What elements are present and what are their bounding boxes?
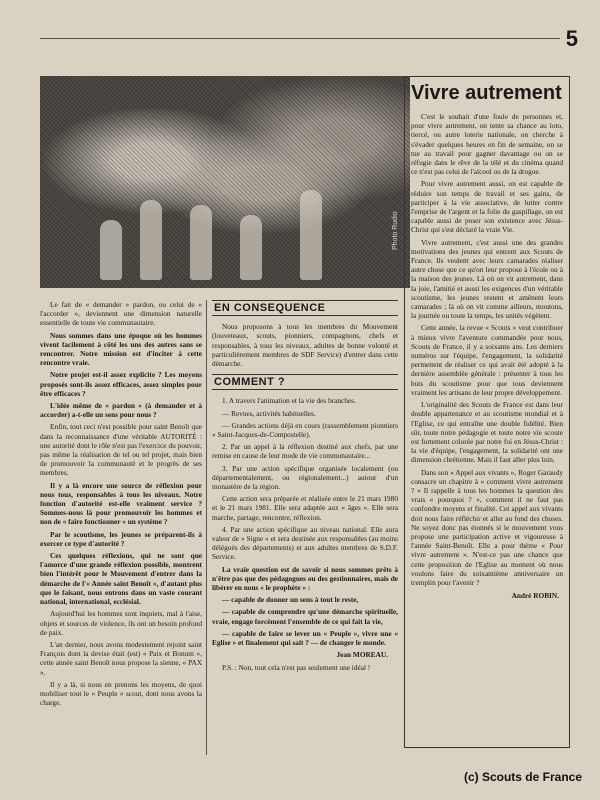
paragraph: Notre projet est-il assez explicite ? Les moyens proposés sont-ils assez efficaces, assez simples pour être efficaces ? xyxy=(40,370,202,398)
paragraph: — Grandes actions déjà en cours (rassemblement pionniers « Saint-Jacques-de-Compostelle). xyxy=(212,420,398,440)
paragraph: Vivre autrement, c'est aussi une des grandes motivations des jeunes qui entrent aux Scouts de France. Ils veulent avec leurs camarades réaliser autre chose que ce qu'on leur propose à l'école ou à la maison des jeunes. Là où on vit autrement, dans la joie, l'amitié et aussi les exigences d'un véritable scoutisme, les jeunes restent et amènent leurs camarades ; là où on vit comme ailleurs, moutons, la journée ou toute la temps, les unités végètent. xyxy=(411,237,563,321)
paragraph: — capable de faire se lever un « Peuple », vivre une « Eglise » et finalement qui sait ? — de changer le monde. xyxy=(212,628,398,648)
comment-heading: COMMENT ? xyxy=(212,374,398,390)
paragraph: L'an dernier, nous avons modestement rejoint saint François dont la devise était (est) « Paix et Bonum », cette année saint Benoît nous propose la sienne, « PAX ». xyxy=(40,639,202,677)
paragraph: La vraie question est de savoir si nous sommes prêts à n'être pas que des pédagogues ou des gestionnaires, mais de libérer en nous « le prophète » : xyxy=(212,564,398,593)
left-column xyxy=(40,300,202,710)
paragraph: 3. Par une action spécifique organisée localement (ou départementalement, ou régionalement...) autour d'un monastère de la région. xyxy=(212,463,398,492)
page-number: 5 xyxy=(565,26,578,51)
middle-column xyxy=(212,300,398,672)
paragraph: Aujourd'hui les hommes sont inquiets, mal à l'aise, objets et sources de violence, ils ont un besoin profond de paix. xyxy=(40,609,202,637)
paragraph: C'est le souhait d'une foule de personnes et, pour vivre autrement, on tente sa chance au loto, tiercé, ou autre loterie nationale, on cherche à s'évader quelques heures en fin de semaine, on se tue au travail pour gagner davantage ou on se réfugie dans le rêve de la télé et du cinéma quand ce n'est pas celui de l'alcool ou de la drogue. xyxy=(411,112,563,177)
signature-robin: André ROBIN. xyxy=(511,591,559,601)
paragraph: 4. Par une action spécifique au niveau national. Elle aura valeur de « Signe » et sera destinée aux responsables (au moins délégués des départements) et aux adultes membres de S.D.F. Service. xyxy=(212,524,398,562)
consequence-body xyxy=(212,322,398,368)
photo-figure xyxy=(190,205,212,280)
paragraph: Ces quelques réflexions, qui ne sont que l'amorce d'une grande réflexion possible, montrent bien l'intérêt pour le Mouvement d'entrer dans la démarche de l'« Année saint Benoît », d'autant plus que le faisant, nous entrons dans un vaste courant national, international, ecclésial. xyxy=(40,551,202,607)
top-rule xyxy=(40,38,560,39)
postscript: P.S. : Non, tout cela n'est pas seulement une idéal ! xyxy=(222,662,371,672)
photo-figure xyxy=(300,190,322,280)
photo-figure xyxy=(100,220,122,280)
signature-moreau: Jean MOREAU. xyxy=(336,650,388,660)
paragraph: Cette action sera préparée et réalisée entre le 21 mars 1980 et le 21 mars 1981. Elle sera adaptée aux « âges ». Elle sera marche, partage, rencontre, réflexion. xyxy=(212,494,398,522)
paragraph: Dans son « Appel aux vivants », Roger Garaudy consacre un chapitre à « comment vivre autrement ? » Il rappelle à tous les hommes la question des vrais « pourquoi ? », comment il ne faut pas confondre moyens et finalité. Cet appel aux vivants doit nous faire réfléchir et aller au fond des choses. Ne soyez donc pas étonnés si le mouvement vous propose une participation active et vigoureuse à l'année Saint-Benoît. Elle a pour thème « Pour vivre autrement ». N'est-ce pas une chance que cette proposition de l'Eglise au moment où nous voulons faire du soixantième anniversaire un tremplin pour l'avenir ? xyxy=(411,467,563,587)
paragraph: 2. Par un appel à la réflexion destiné aux chefs, par une remise en cause de leur mode de vie communautaire... xyxy=(212,442,398,461)
paragraph: — capable de comprendre qu'une démarche spirituelle, vraie, engage forcément l'ensemble de ce qui fait la vie, xyxy=(212,607,398,626)
paragraph: L'idée même de « pardon » (à demander et à accorder) a-t-elle un sens pour nous ? xyxy=(40,401,202,420)
paragraph: Il y a là, si nous en prenons les moyens, de quoi mobiliser tout le « Peuple » scout, dont nous avons la charge. xyxy=(40,679,202,708)
comment-body xyxy=(212,396,398,647)
paragraph: Enfin, tout ceci n'est possible pour saint Benoît que dans la reconnaissance d'une véritable AUTORITÉ : une autorité dont le rôle n'est pas l'exercice du pouvoir, pas même la réalisation de tel ou tel projet, mais bien de promouvoir la communauté et le progrès de ses membres. xyxy=(40,422,202,478)
photo-image xyxy=(40,76,410,288)
paragraph: — Revues, activités habituelles. xyxy=(222,408,316,418)
paragraph: Le fait de « demander » pardon, ou celui de « l'accorder », deviennent une dimension naturelle essentielle de toute vie communautaire. xyxy=(40,300,202,328)
paragraph: — capable de donner un sens à tout le reste, xyxy=(222,595,359,605)
paragraph: Il y a là encore une source de réflexion pour nous tous, responsables à tous les niveaux. Notre fonction d'autorité est-elle vraiment service ? Sommes-nous là pour promouvoir les hommes et non de « faire fonctionner » un système ? xyxy=(40,480,202,527)
copyright-notice: (c) Scouts de France xyxy=(463,770,582,784)
paragraph: Pour vivre autrement aussi, on est capable de réduire son temps de travail et ses gains, de participer à la vie associative, de lutter contre l'emprise de l'argent et la folie du gaspillage, on est capable aussi de poser son existence avec Jésus-Christ qui s'est déclaré la vraie Vie. xyxy=(411,179,563,235)
paragraph: 1. A travers l'animation et la vie des branches. xyxy=(222,396,356,406)
paragraph: Cette année, la revue « Scouts » veut contribuer à mieux vivre l'aventure commandée pour nous, Scouts de France, il y a soixante ans. Les derniers numéros sur l'équipe, l'engagement, la solidarité permettent de réaliser ce qui avait été adopté à la dernière assemblée générale : présenter à tous les buts du scoutisme pour que tous deviennent vraiment les artisans de leur propre développement. xyxy=(411,323,563,397)
photo-credit: Photo Rudio xyxy=(392,211,399,250)
paragraph: Nous proposons à tous les membres du Mouvement (louveteaux, scouts, pionniers, compagnons, chefs et responsables, à tous les niveaux, adultes de bonne volonté et particulièrement membres de SDF Service) d'entrer dans cette démarche. xyxy=(212,322,398,369)
box-body xyxy=(411,112,563,587)
consequence-heading: EN CONSEQUENCE xyxy=(212,300,398,316)
vivre-autrement-box xyxy=(404,76,570,748)
box-title: Vivre autrement xyxy=(411,82,562,104)
paragraph: Nous sommes dans une époque où les hommes vivent facilement à côté les uns des autres sans se rencontrer. Notre mission est d'inciter à cette rencontre vraie. xyxy=(40,330,202,368)
photo-figure xyxy=(240,215,262,280)
paragraph: L'originalité des Scouts de France est dans leur double appartenance et au scoutisme mondial et à l'Eglise, ce qui entraîne une double fidélité. Bien sûr, toute notre pédagogie et toute notre vie scoute est fortement colorée par notre foi en Jésus-Christ : la vie d'équipe, l'engagement, la solidarité ont une dimension chrétienne. Mais il faut aller plus loin. xyxy=(411,400,563,465)
paragraph: Par le scoutisme, les jeunes se préparent-ils à exercer ce type d'autorité ? xyxy=(40,529,202,548)
photo-figure xyxy=(140,200,162,280)
column-divider xyxy=(206,300,207,755)
